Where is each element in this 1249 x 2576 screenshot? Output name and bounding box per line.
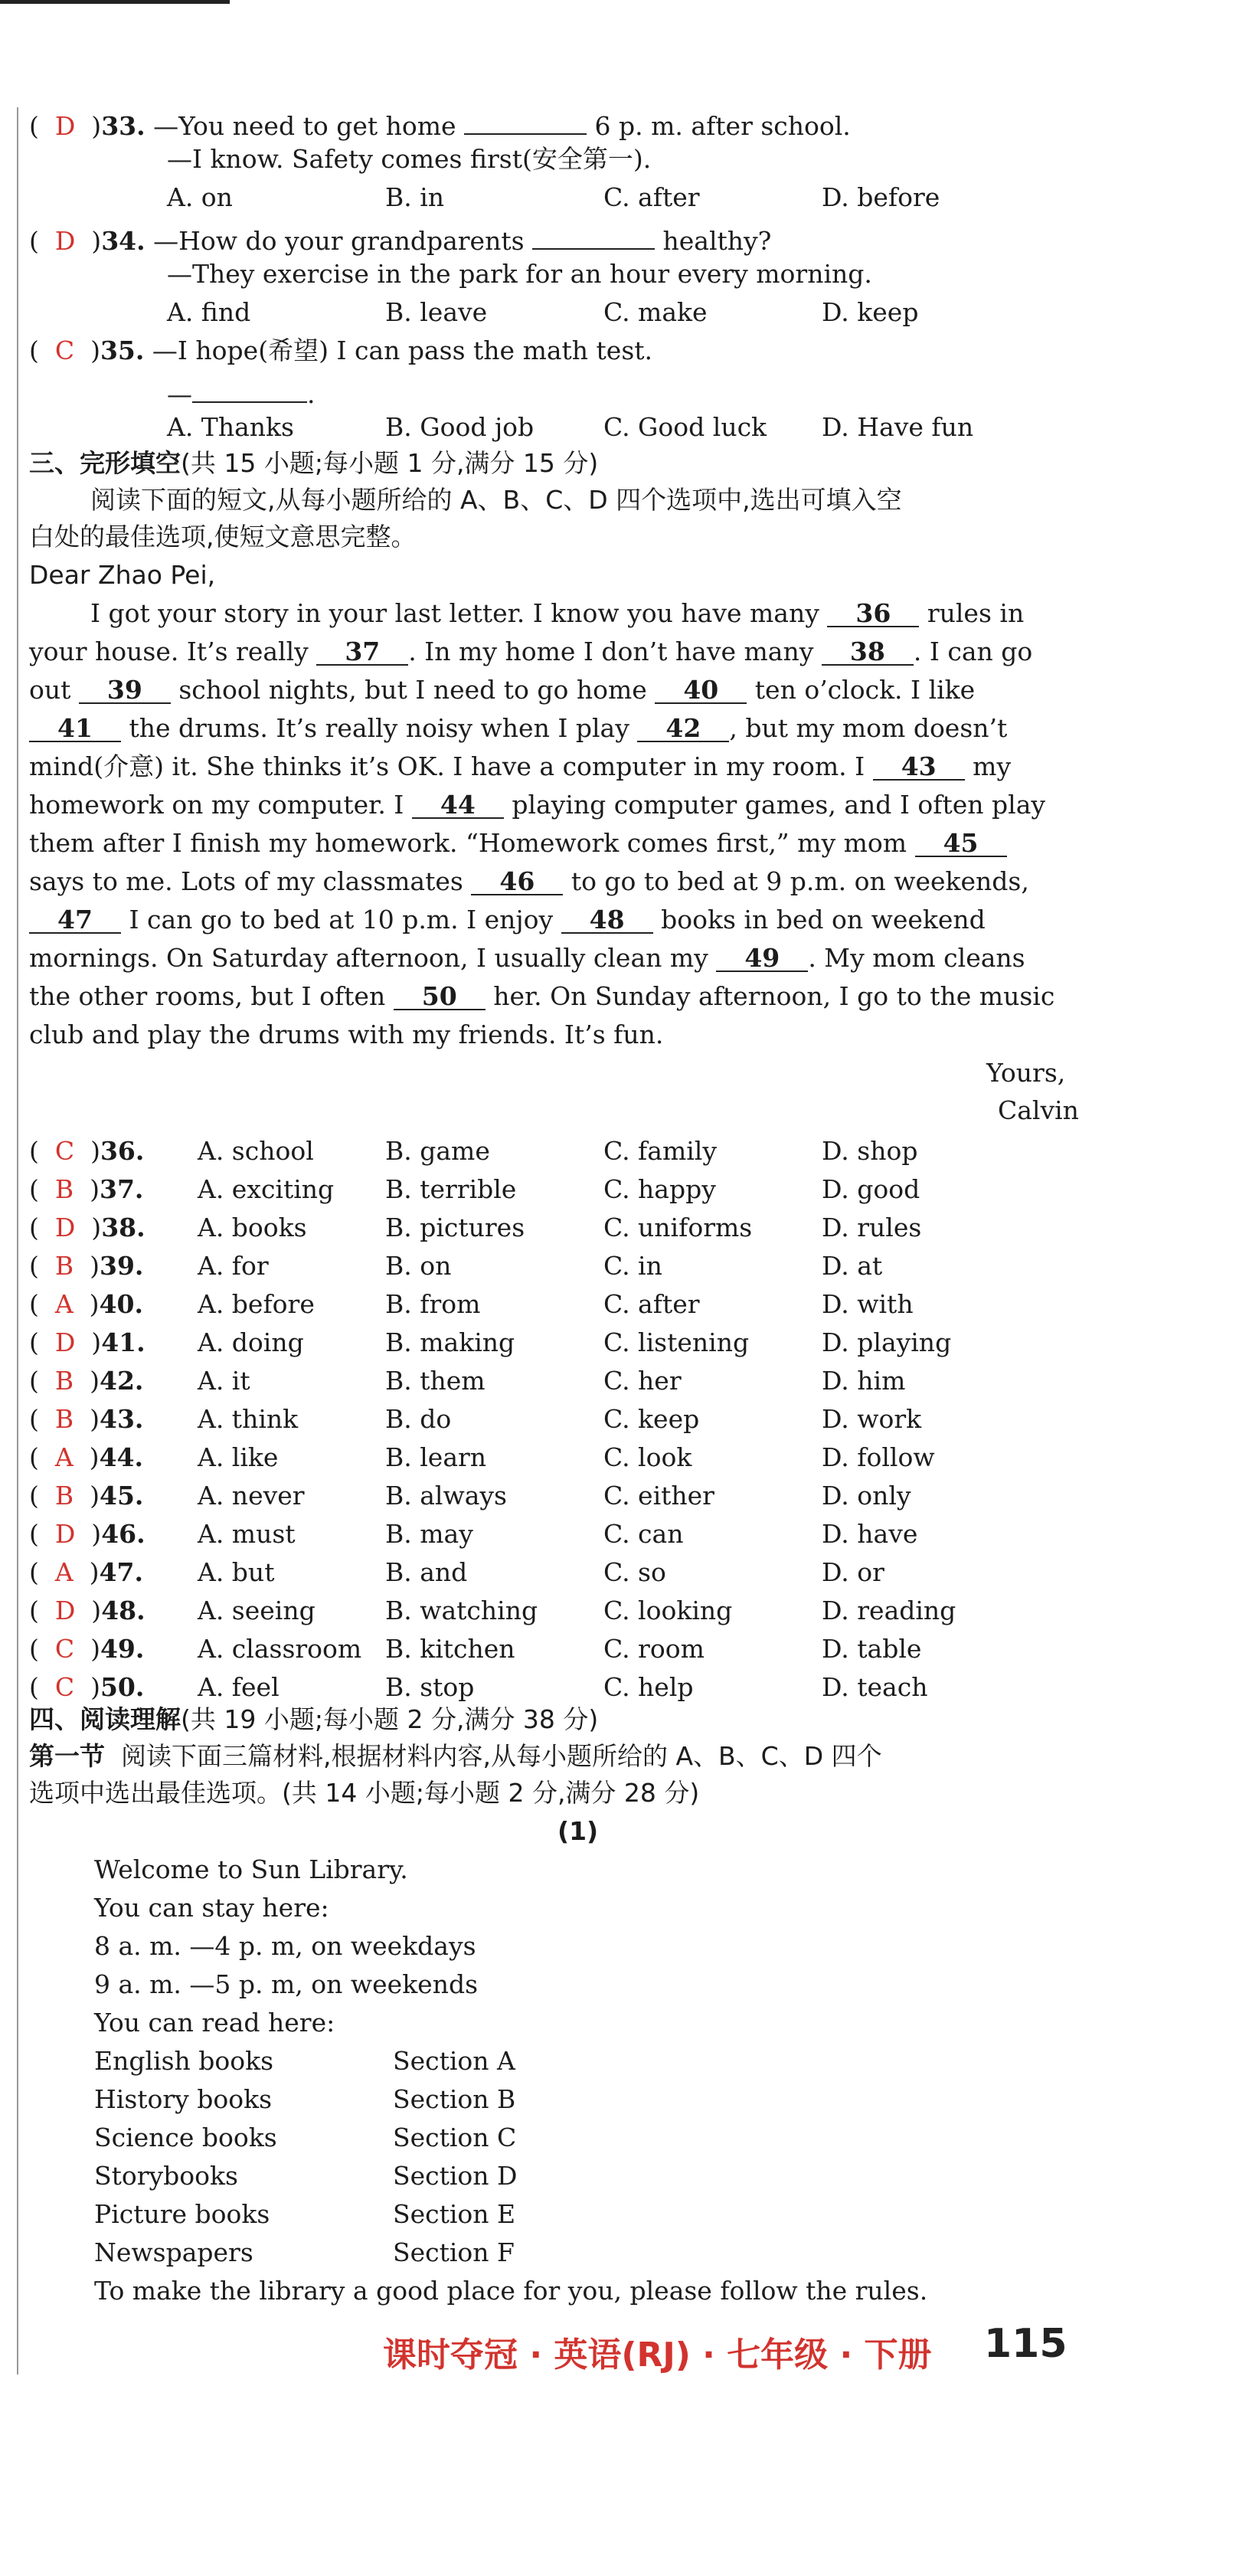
section-score: (共 19 小题;每小题 2 分,满分 38 分) [181, 1704, 599, 1734]
answer-34: D [54, 226, 76, 256]
option: D. follow [822, 1442, 935, 1472]
option: D. work [822, 1404, 922, 1434]
option: B. from [385, 1289, 481, 1319]
cloze-blank: 49 [716, 943, 808, 972]
book-type: English books [94, 2046, 274, 2076]
cloze-question: ( C )36. [29, 1136, 145, 1166]
passage-number: (1) [557, 1816, 599, 1846]
question-number: 43 [99, 1404, 135, 1434]
question-number: 49 [100, 1634, 136, 1664]
question-text: 6 p. m. after school. [587, 111, 851, 141]
passage-line: them after I finish my homework. “Homework comes first,” my mom 45 [29, 828, 1007, 859]
book-type: History books [94, 2084, 273, 2114]
question-number: 37 [99, 1174, 135, 1204]
cloze-answer: D [54, 1213, 76, 1242]
option: A. like [198, 1442, 279, 1472]
cloze-blank: 47 [29, 905, 121, 934]
section-instruction: 阅读下面的短文,从每小题所给的 A、B、C、D 四个选项中,选出可填入空 [90, 485, 902, 515]
period: . [307, 379, 316, 409]
option: B. watching [385, 1596, 538, 1625]
option: D. rules [822, 1213, 922, 1242]
option: A. it [198, 1366, 250, 1396]
option: C. family [603, 1136, 717, 1166]
option: A. think [198, 1404, 299, 1434]
option: D. Have fun [822, 412, 974, 442]
option: D. have [822, 1519, 918, 1549]
option: B. and [385, 1557, 468, 1587]
option: D. reading [822, 1596, 956, 1625]
cloze-blank: 36 [827, 598, 919, 627]
passage-line: out 39 school nights, but I need to go home 40 ten o’clock. I like [29, 675, 976, 705]
question-number: 41 [101, 1327, 137, 1357]
option: B. stop [385, 1672, 475, 1702]
cloze-question: ( D )46. [29, 1519, 145, 1549]
cloze-answer: A [54, 1557, 74, 1587]
reading-line: To make the library a good place for you, please follow the rules. [94, 2276, 928, 2306]
option: C. keep [603, 1404, 700, 1434]
option: A. school [198, 1136, 314, 1166]
cloze-blank: 41 [29, 713, 121, 742]
option: C. room [603, 1634, 705, 1664]
option: A. classroom [198, 1634, 362, 1664]
option: B. terrible [385, 1174, 517, 1204]
option: C. either [603, 1481, 714, 1511]
question-number: 40 [99, 1289, 135, 1319]
option: D. keep [822, 297, 919, 327]
option: C. uniforms [603, 1213, 753, 1242]
option: B. do [385, 1404, 452, 1434]
cloze-blank: 40 [655, 675, 747, 704]
cloze-answer: B [54, 1251, 74, 1281]
dash: — [167, 379, 192, 409]
question-35: ( C )35. —I hope(希望) I can pass the math test. [29, 336, 653, 365]
cloze-question: ( B )37. [29, 1174, 144, 1204]
library-section: Section B [393, 2084, 516, 2114]
option: D. him [822, 1366, 906, 1396]
answer-blank [532, 221, 655, 250]
section-4-header [29, 1704, 598, 1735]
section-instruction [29, 1741, 882, 1772]
option: C. her [603, 1366, 682, 1396]
question-number: 39 [99, 1251, 135, 1281]
question-number: 42 [99, 1366, 135, 1396]
cloze-question: ( D )48. [29, 1596, 145, 1625]
option: D. playing [822, 1327, 952, 1357]
option: B. on [385, 1251, 452, 1281]
passage-line: mornings. On Saturday afternoon, I usually clean my 49 . My mom cleans [29, 943, 1025, 973]
option: B. Good job [385, 412, 535, 442]
question-number: 48 [101, 1596, 137, 1625]
answer-blank [464, 106, 587, 135]
answer-33: D [54, 111, 76, 141]
section-title: 四、阅读理解 [29, 1704, 181, 1734]
cloze-question: ( D )38. [29, 1213, 145, 1242]
option: D. or [822, 1557, 884, 1587]
cloze-answer: D [54, 1327, 76, 1357]
book-type: Science books [94, 2123, 277, 2152]
cloze-question: ( C )49. [29, 1634, 145, 1664]
answer-35: C [54, 336, 75, 365]
answer-blank [192, 374, 307, 403]
question-number: 35 [100, 336, 136, 365]
option: B. pictures [385, 1213, 525, 1242]
option: D. shop [822, 1136, 918, 1166]
option: D. teach [822, 1672, 928, 1702]
option: A. on [167, 182, 233, 212]
library-section: Section E [393, 2199, 516, 2229]
question-text: —They exercise in the park for an hour every morning. [167, 259, 872, 289]
option: C. happy [603, 1174, 716, 1204]
cloze-blank: 44 [412, 790, 504, 819]
cloze-question: ( A )47. [29, 1557, 143, 1587]
option: C. so [603, 1557, 666, 1587]
question-number: 50 [100, 1672, 136, 1702]
passage-line: the other rooms, but I often 50 her. On Sunday afternoon, I go to the music [29, 981, 1055, 1011]
option: C. after [603, 1289, 700, 1319]
section-instruction: 白处的最佳选项,使短文意思完整。 [29, 522, 417, 552]
cloze-answer: B [54, 1404, 74, 1434]
reading-line: 9 a. m. —5 p. m, on weekends [94, 1969, 479, 1999]
cloze-blank: 42 [637, 713, 729, 742]
option: B. always [385, 1481, 507, 1511]
left-margin-rule [17, 107, 18, 2375]
cloze-question: ( A )44. [29, 1442, 143, 1472]
question-number: 45 [99, 1481, 135, 1511]
question-number: 47 [99, 1557, 135, 1587]
cloze-question: ( D )41. [29, 1327, 145, 1357]
option: D. at [822, 1251, 883, 1281]
library-section: Section C [393, 2123, 517, 2152]
question-number: 34 [101, 226, 137, 256]
option: B. may [385, 1519, 473, 1549]
option: A. feel [198, 1672, 280, 1702]
option: B. them [385, 1366, 486, 1396]
passage-line: your house. It’s really 37 . In my home I don’t have many 38 . I can go [29, 637, 1033, 666]
library-section: Section A [393, 2046, 515, 2076]
option: A. seeing [198, 1596, 316, 1625]
option: C. in [603, 1251, 662, 1281]
option: B. kitchen [385, 1634, 515, 1664]
instruction-text: 阅读下面三篇材料,根据材料内容,从每小题所给的 A、B、C、D 四个 [120, 1741, 882, 1771]
option: A. Thanks [167, 412, 294, 442]
cloze-question: ( B )45. [29, 1481, 144, 1511]
reading-line: You can read here: [94, 2008, 335, 2038]
cloze-answer: D [54, 1596, 76, 1625]
option: C. looking [603, 1596, 733, 1625]
cloze-answer: C [54, 1136, 75, 1166]
option: D. table [822, 1634, 922, 1664]
option: A. never [198, 1481, 305, 1511]
cloze-question: ( B )39. [29, 1251, 144, 1281]
question-33: ( D )33. —You need to get home 6 p. m. after school. [29, 106, 851, 142]
cloze-answer: D [54, 1519, 76, 1549]
cloze-answer: A [54, 1289, 74, 1319]
cloze-answer: B [54, 1481, 74, 1511]
section-score: (共 15 小题;每小题 1 分,满分 15 分) [181, 448, 599, 478]
passage-line: 47 I can go to bed at 10 p.m. I enjoy 48 books in bed on weekend [29, 905, 986, 935]
cloze-answer: C [54, 1672, 75, 1702]
question-text: healthy? [655, 226, 772, 256]
cloze-blank: 50 [394, 981, 486, 1010]
page-number: 115 [984, 2321, 1068, 2367]
option: D. with [822, 1289, 914, 1319]
cloze-blank: 43 [873, 751, 965, 781]
question-number: 36 [100, 1136, 136, 1166]
question-text: —I hope(希望) I can pass the math test. [152, 336, 653, 365]
question-text: —How do your grandparents [153, 226, 533, 256]
book-type: Storybooks [94, 2161, 238, 2191]
cloze-question: ( C )50. [29, 1672, 145, 1702]
option: B. learn [385, 1442, 487, 1472]
reading-line: 8 a. m. —4 p. m, on weekdays [94, 1931, 476, 1961]
option: C. Good luck [603, 412, 767, 442]
question-number: 38 [101, 1213, 137, 1242]
option: C. listening [603, 1327, 750, 1357]
option: B. making [385, 1327, 515, 1357]
option: D. good [822, 1174, 920, 1204]
option: C. can [603, 1519, 684, 1549]
passage-line: says to me. Lots of my classmates 46 to go to bed at 9 p.m. on weekends, [29, 866, 1029, 896]
option: A. for [198, 1251, 269, 1281]
cloze-question: ( B )43. [29, 1404, 144, 1434]
option: C. look [603, 1442, 692, 1472]
option: A. exciting [198, 1174, 335, 1204]
book-type: Picture books [94, 2199, 270, 2229]
passage-line: club and play the drums with my friends. It’s fun. [29, 1020, 664, 1049]
question-number: 33 [101, 111, 137, 141]
question-text: —You need to get home [153, 111, 465, 141]
option: A. but [198, 1557, 275, 1587]
passage-line: homework on my computer. I 44 playing computer games, and I often play [29, 790, 1046, 820]
option: A. find [167, 297, 251, 327]
option: C. help [603, 1672, 694, 1702]
option: A. before [198, 1289, 315, 1319]
top-rule [0, 0, 230, 4]
letter-signature: Calvin [998, 1095, 1079, 1125]
cloze-blank: 48 [561, 905, 653, 934]
option: B. in [385, 182, 445, 212]
option: C. make [603, 297, 708, 327]
question-number: 46 [101, 1519, 137, 1549]
passage-line: mind(介意) it. She thinks it’s OK. I have a computer in my room. I 43 my [29, 751, 1012, 781]
question-text [167, 374, 316, 410]
section-instruction: 选项中选出最佳选项。(共 14 小题;每小题 2 分,满分 28 分) [29, 1778, 700, 1808]
cloze-blank: 39 [79, 675, 171, 704]
option: A. doing [198, 1327, 304, 1357]
passage-line: I got your story in your last letter. I know you have many 36 rules in [90, 598, 1025, 628]
question-number: 44 [99, 1442, 135, 1472]
cloze-question: ( A )40. [29, 1289, 143, 1319]
letter-closing: Yours, [986, 1058, 1066, 1088]
cloze-blank: 37 [316, 637, 408, 666]
section-title: 三、完形填空 [29, 448, 181, 478]
cloze-question: ( B )42. [29, 1366, 144, 1396]
option: C. after [603, 182, 700, 212]
option: D. before [822, 182, 940, 212]
cloze-blank: 46 [471, 866, 563, 895]
library-section: Section D [393, 2161, 518, 2191]
option: B. game [385, 1136, 490, 1166]
question-text: —I know. Safety comes first(安全第一). [167, 144, 652, 174]
section-3-header [29, 448, 598, 479]
reading-line: Welcome to Sun Library. [94, 1854, 408, 1884]
passage-line: 41 the drums. It’s really noisy when I play 42 , but my mom doesn’t [29, 713, 1007, 744]
option: A. must [198, 1519, 296, 1549]
cloze-blank: 45 [915, 828, 1007, 857]
footer-book-title: 课时夺冠 · 英语(RJ) · 七年级 · 下册 [383, 2335, 932, 2375]
option: A. books [198, 1213, 307, 1242]
book-type: Newspapers [94, 2237, 253, 2267]
reading-line: You can stay here: [94, 1893, 329, 1923]
option: D. only [822, 1481, 911, 1511]
cloze-answer: C [54, 1634, 75, 1664]
question-34: ( D )34. —How do your grandparents healthy? [29, 221, 771, 257]
option: B. leave [385, 297, 488, 327]
library-section: Section F [393, 2237, 515, 2267]
cloze-blank: 38 [822, 637, 914, 666]
cloze-answer: B [54, 1366, 74, 1396]
cloze-answer: A [54, 1442, 74, 1472]
cloze-answer: B [54, 1174, 74, 1204]
letter-greeting: Dear Zhao Pei, [29, 560, 216, 590]
part-title: 第一节 [29, 1741, 105, 1771]
